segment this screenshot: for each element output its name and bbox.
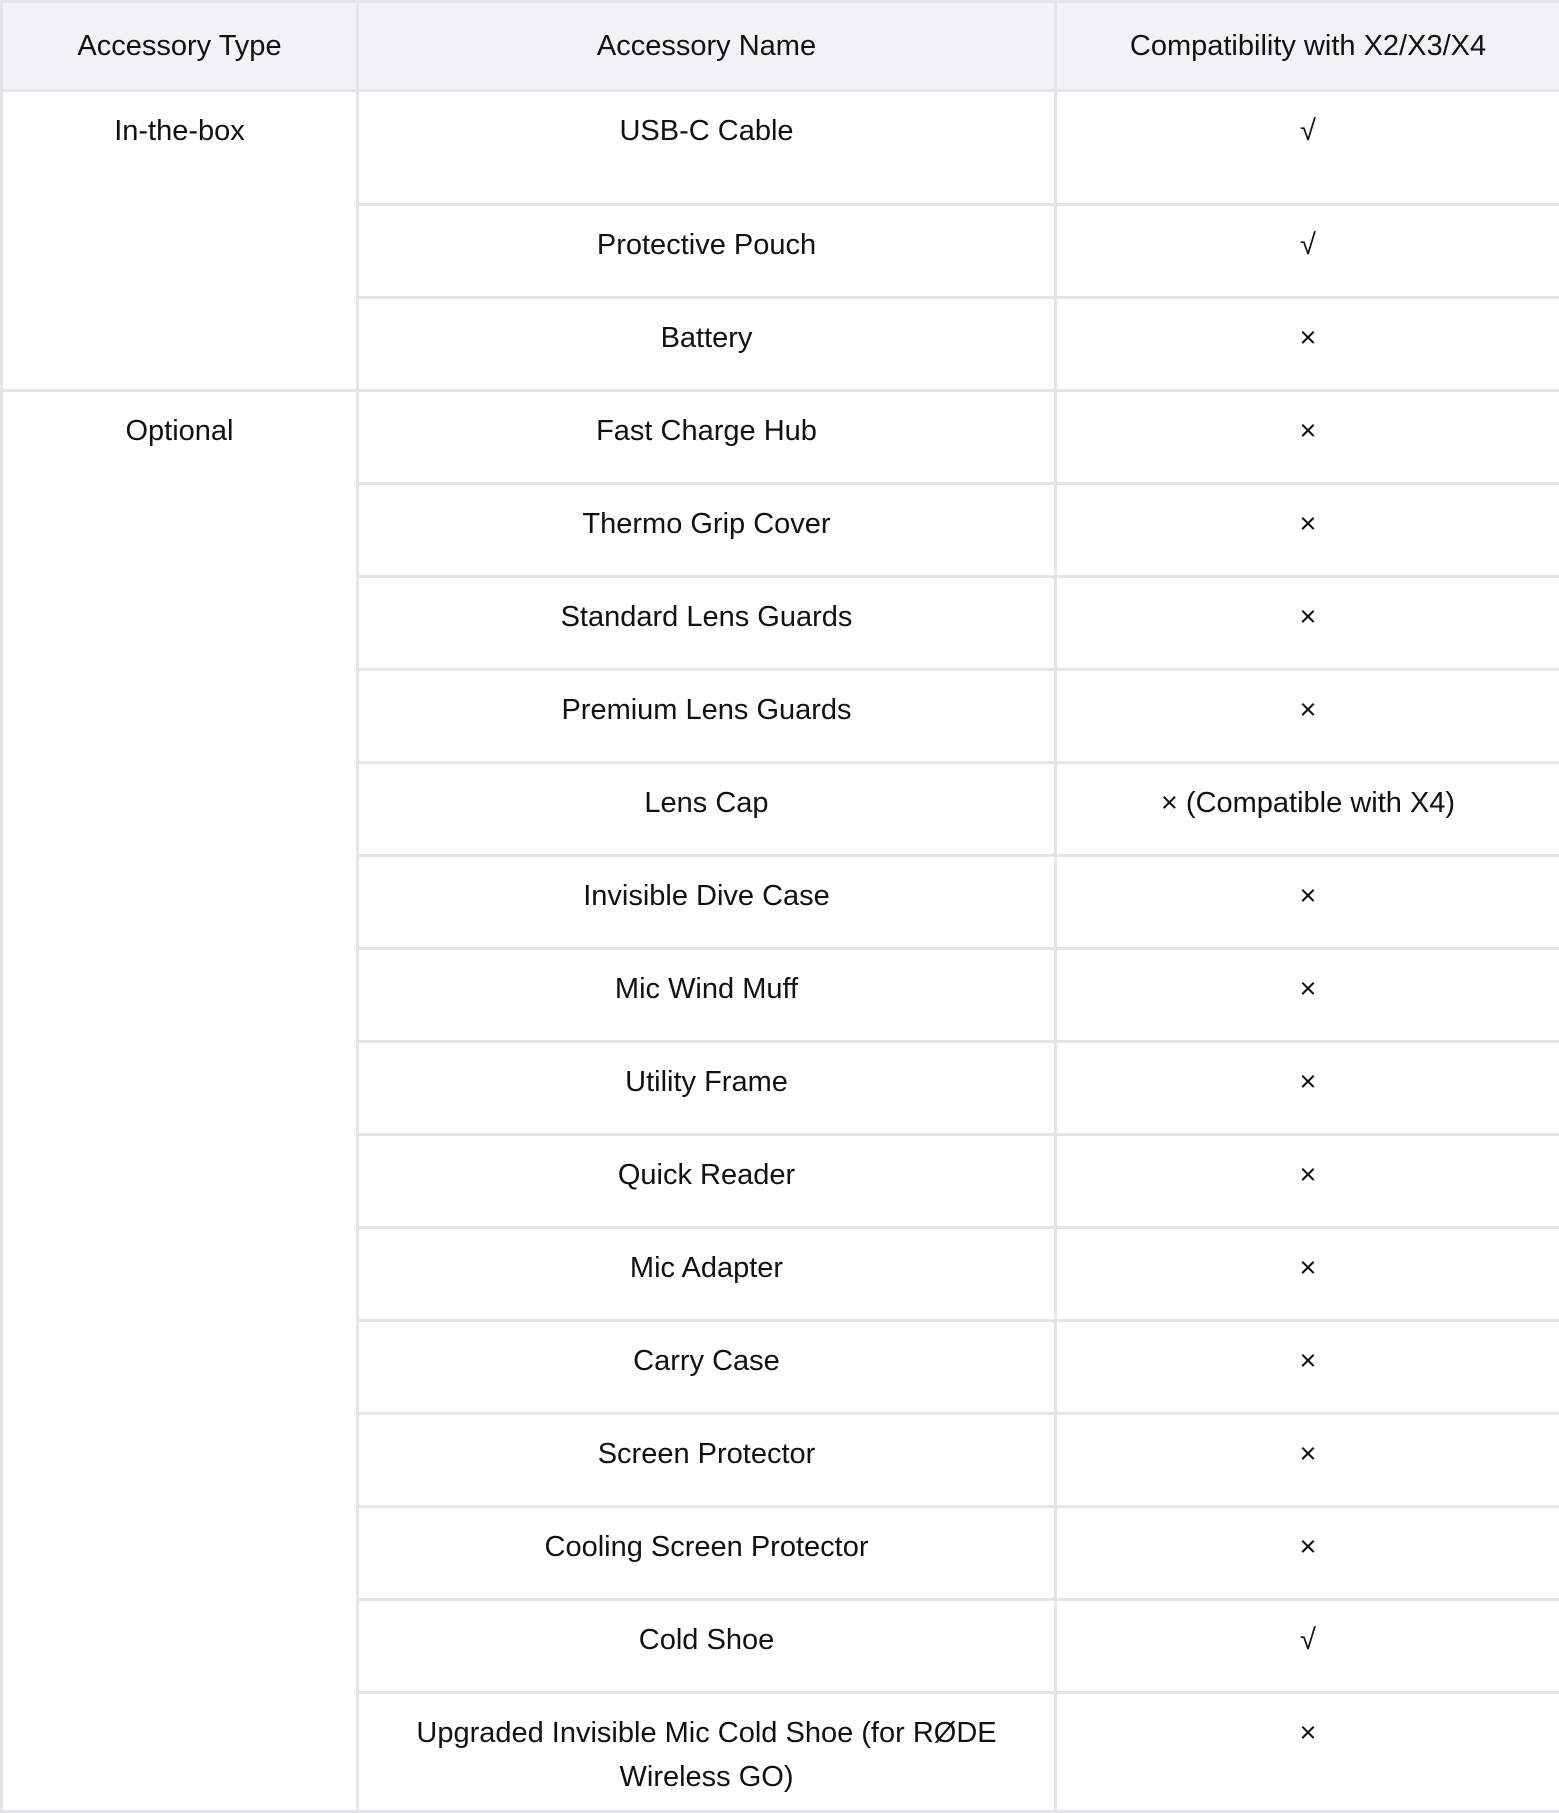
compatibility-cell: × [1056,1042,1559,1135]
compatibility-cell: √ [1056,205,1559,298]
group-in-the-box: In-the-box [2,91,358,391]
header-row [2,2,1559,91]
accessory-name-cell: Cooling Screen Protector [358,1507,1056,1600]
accessory-name-cell: Mic Wind Muff [358,949,1056,1042]
compatibility-cell: × [1056,298,1559,391]
accessory-name-cell: Cold Shoe [358,1600,1056,1693]
accessory-name-cell: Carry Case [358,1321,1056,1414]
header-accessory-type: Accessory Type [2,2,358,91]
compatibility-cell: × [1056,670,1559,763]
accessory-name-cell: Premium Lens Guards [358,670,1056,763]
accessory-name-cell: Lens Cap [358,763,1056,856]
accessory-name-cell: Thermo Grip Cover [358,484,1056,577]
compatibility-cell: × [1056,484,1559,577]
compatibility-cell: × (Compatible with X4) [1056,763,1559,856]
compatibility-cell: × [1056,391,1559,484]
compatibility-cell: × [1056,1135,1559,1228]
accessory-name-cell: Invisible Dive Case [358,856,1056,949]
compatibility-cell: × [1056,1414,1559,1507]
table-row [2,91,1559,205]
accessory-name-cell: Screen Protector [358,1414,1056,1507]
table-row [2,391,1559,484]
compatibility-cell: × [1056,1228,1559,1321]
accessory-name-cell: Upgraded Invisible Mic Cold Shoe (for RØDE Wireless GO) [358,1693,1056,1812]
accessory-name-cell: Quick Reader [358,1135,1056,1228]
accessory-name-cell: Mic Adapter [358,1228,1056,1321]
accessory-name-cell: Protective Pouch [358,205,1056,298]
accessory-name-cell: Fast Charge Hub [358,391,1056,484]
compatibility-cell: × [1056,949,1559,1042]
compatibility-cell: × [1056,1321,1559,1414]
compatibility-cell: × [1056,856,1559,949]
compatibility-cell: × [1056,577,1559,670]
compatibility-cell: × [1056,1507,1559,1600]
accessory-name-cell: Standard Lens Guards [358,577,1056,670]
header-compatibility: Compatibility with X2/X3/X4 [1056,2,1559,91]
compatibility-cell: √ [1056,1600,1559,1693]
accessory-name-cell: USB-C Cable [358,91,1056,205]
accessory-name-cell: Battery [358,298,1056,391]
accessory-name-cell: Utility Frame [358,1042,1056,1135]
compatibility-cell: √ [1056,91,1559,205]
group-optional: Optional [2,391,358,1812]
compatibility-cell: × [1056,1693,1559,1812]
header-accessory-name: Accessory Name [358,2,1056,91]
